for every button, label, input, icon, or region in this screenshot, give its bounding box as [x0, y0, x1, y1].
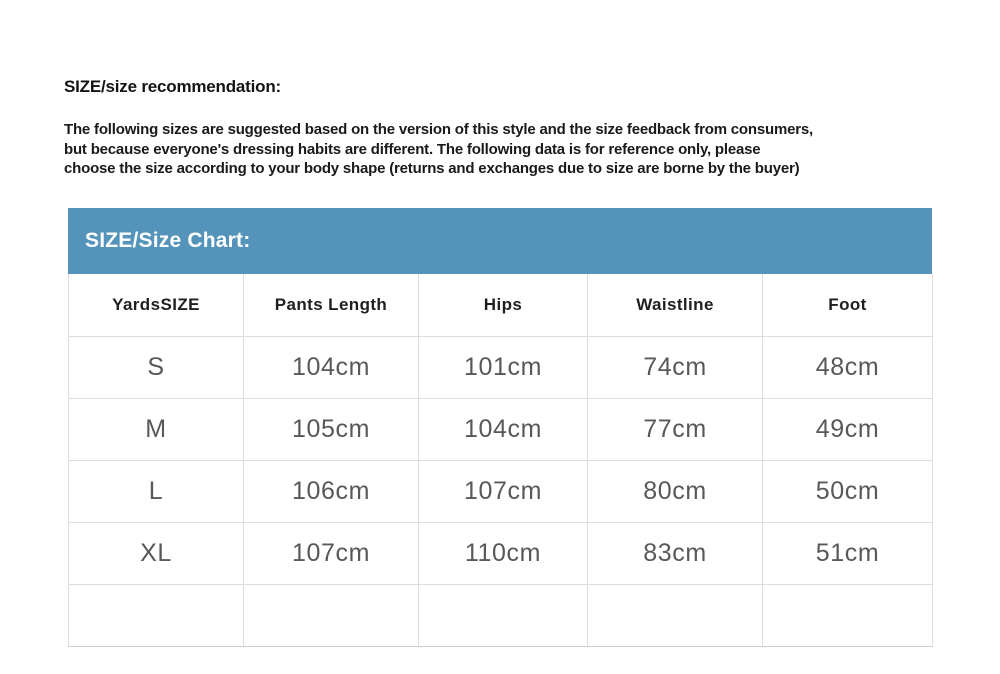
empty-cell: [763, 584, 933, 646]
table-cell: 104cm: [419, 398, 588, 460]
table-cell: 48cm: [763, 336, 933, 398]
empty-cell: [244, 584, 419, 646]
column-header-waistline: Waistline: [588, 274, 763, 336]
table-cell: 106cm: [244, 460, 419, 522]
table-cell: 74cm: [588, 336, 763, 398]
table-cell: 107cm: [244, 522, 419, 584]
empty-cell: [69, 584, 244, 646]
table-cell: 50cm: [763, 460, 933, 522]
table-header-row: [69, 274, 933, 336]
table-cell: 105cm: [244, 398, 419, 460]
table-cell: 51cm: [763, 522, 933, 584]
table-cell: 80cm: [588, 460, 763, 522]
size-label-cell: S: [69, 336, 244, 398]
table-row-empty: [69, 584, 933, 646]
size-label-cell: M: [69, 398, 244, 460]
size-chart-header-bar: [68, 208, 932, 274]
column-header-pants-length: Pants Length: [244, 274, 419, 336]
size-chart: [68, 208, 932, 647]
table-row-s: [69, 336, 933, 398]
page-title: SIZE/size recommendation:: [64, 77, 281, 96]
column-header-hips: Hips: [419, 274, 588, 336]
size-chart-title: SIZE/Size Chart:: [85, 229, 251, 252]
table-row-l: [69, 460, 933, 522]
column-header-yards-size: YardsSIZE: [69, 274, 244, 336]
table-cell: 104cm: [244, 336, 419, 398]
table-cell: 49cm: [763, 398, 933, 460]
table-row-m: [69, 398, 933, 460]
size-chart-table: [68, 274, 933, 647]
table-cell: 77cm: [588, 398, 763, 460]
empty-cell: [588, 584, 763, 646]
description-line: The following sizes are suggested based on the version of this style and the size feedback from consumers,: [64, 121, 813, 138]
table-cell: 101cm: [419, 336, 588, 398]
size-description: [64, 120, 813, 179]
description-line: choose the size according to your body shape (returns and exchanges due to size are borne by the buyer): [64, 160, 800, 177]
table-cell: 83cm: [588, 522, 763, 584]
column-header-foot: Foot: [763, 274, 933, 336]
empty-cell: [419, 584, 588, 646]
table-cell: 107cm: [419, 460, 588, 522]
size-label-cell: XL: [69, 522, 244, 584]
table-row-xl: [69, 522, 933, 584]
table-cell: 110cm: [419, 522, 588, 584]
description-line: but because everyone's dressing habits are different. The following data is for reference only, please: [64, 140, 761, 158]
size-label-cell: L: [69, 460, 244, 522]
